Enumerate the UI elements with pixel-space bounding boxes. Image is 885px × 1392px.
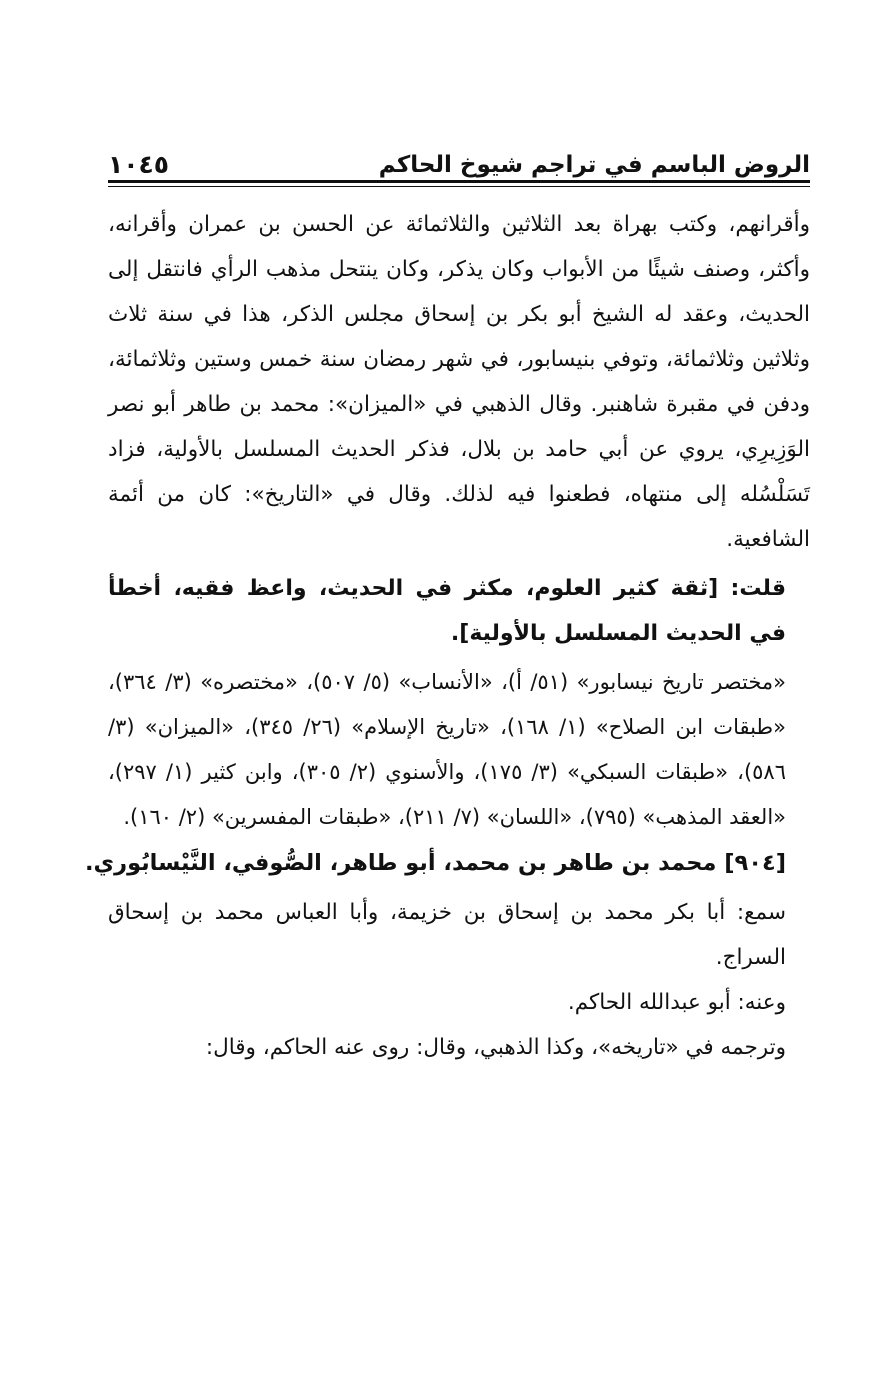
header-rule-thick [108, 180, 810, 183]
author-verdict: قلت: [ثقة كثير العلوم، مكثر في الحديث، واعظ فقيه، أخطأ في الحديث المسلسل بالأولية]. [108, 576, 786, 646]
references-paragraph: «مختصر تاريخ نيسابور» (٥١/ أ)، «الأنساب» (٥/ ٥٠٧)، «مختصره» (٣/ ٣٦٤)، «طبقات ابن الصلاح» (١/ ١٦٨)، «تاريخ الإسلام» (٢٦/ ٣٤٥)، «الميزان» (٣/ ٥٨٦)، «طبقات السبكي» (٣/ ١٧٥)، والأسنوي (٢/ ٣٠٥)، وابن كثير (١/ ٢٩٧)، «العقد المذهب» (٧٩٥)، «اللسان» (٧/ ٢١١)، «طبقات المفسرين» (٢/ ١٦٠). [108, 670, 786, 829]
biography-paragraph: وأقرانهم، وكتب بهراة بعد الثلاثين والثلاثمائة عن الحسن بن عمران وأقرانه، وأكثر، وصنف شيئًا من الأبواب وكان يذكر، وكان ينتحل مذهب الرأي فانتقل إلى الحديث، وعقد له الشيخ أبو بكر بن إسحاق مجلس الذكر، هذا في سنة ثلاث وثلاثين وثلاثمائة، وتوفي بنيسابور، في شهر رمضان سنة خمس وستين وثلاثمائة، ودفن في مقبرة شاهنبر. وقال الذهبي في «الميزان»: محمد بن طاهر أبو نصر الوَزِيرِي، يروي عن أبي حامد بن بلال، فذكر الحديث المسلسل بالأولية، فزاد تَسَلْسُله إلى منتهاه، فطعنوا فيه لذلك. وقال في «التاريخ»: كان من أئمة الشافعية. [108, 212, 810, 552]
page-number: ١٠٤٥ [108, 150, 170, 179]
entry-biography: وترجمه في «تاريخه»، وكذا الذهبي، وقال: روى عنه الحاكم، وقال: [205, 1035, 786, 1060]
entry-heard-from: سمع: أبا بكر محمد بن إسحاق بن خزيمة، وأبا العباس محمد بن إسحاق السراج. [108, 900, 786, 970]
entry-title: [٩٠٤] محمد بن طاهر بن محمد، أبو طاهر، الصُّوفي، النَّيْسابُوري. [84, 850, 786, 876]
running-title: الروض الباسم في تراجم شيوخ الحاكم [378, 152, 810, 178]
header-rule-thin [108, 186, 810, 187]
page-header [108, 140, 810, 180]
page-content [84, 202, 810, 1070]
entry-narrators: وعنه: أبو عبدالله الحاكم. [567, 990, 786, 1015]
